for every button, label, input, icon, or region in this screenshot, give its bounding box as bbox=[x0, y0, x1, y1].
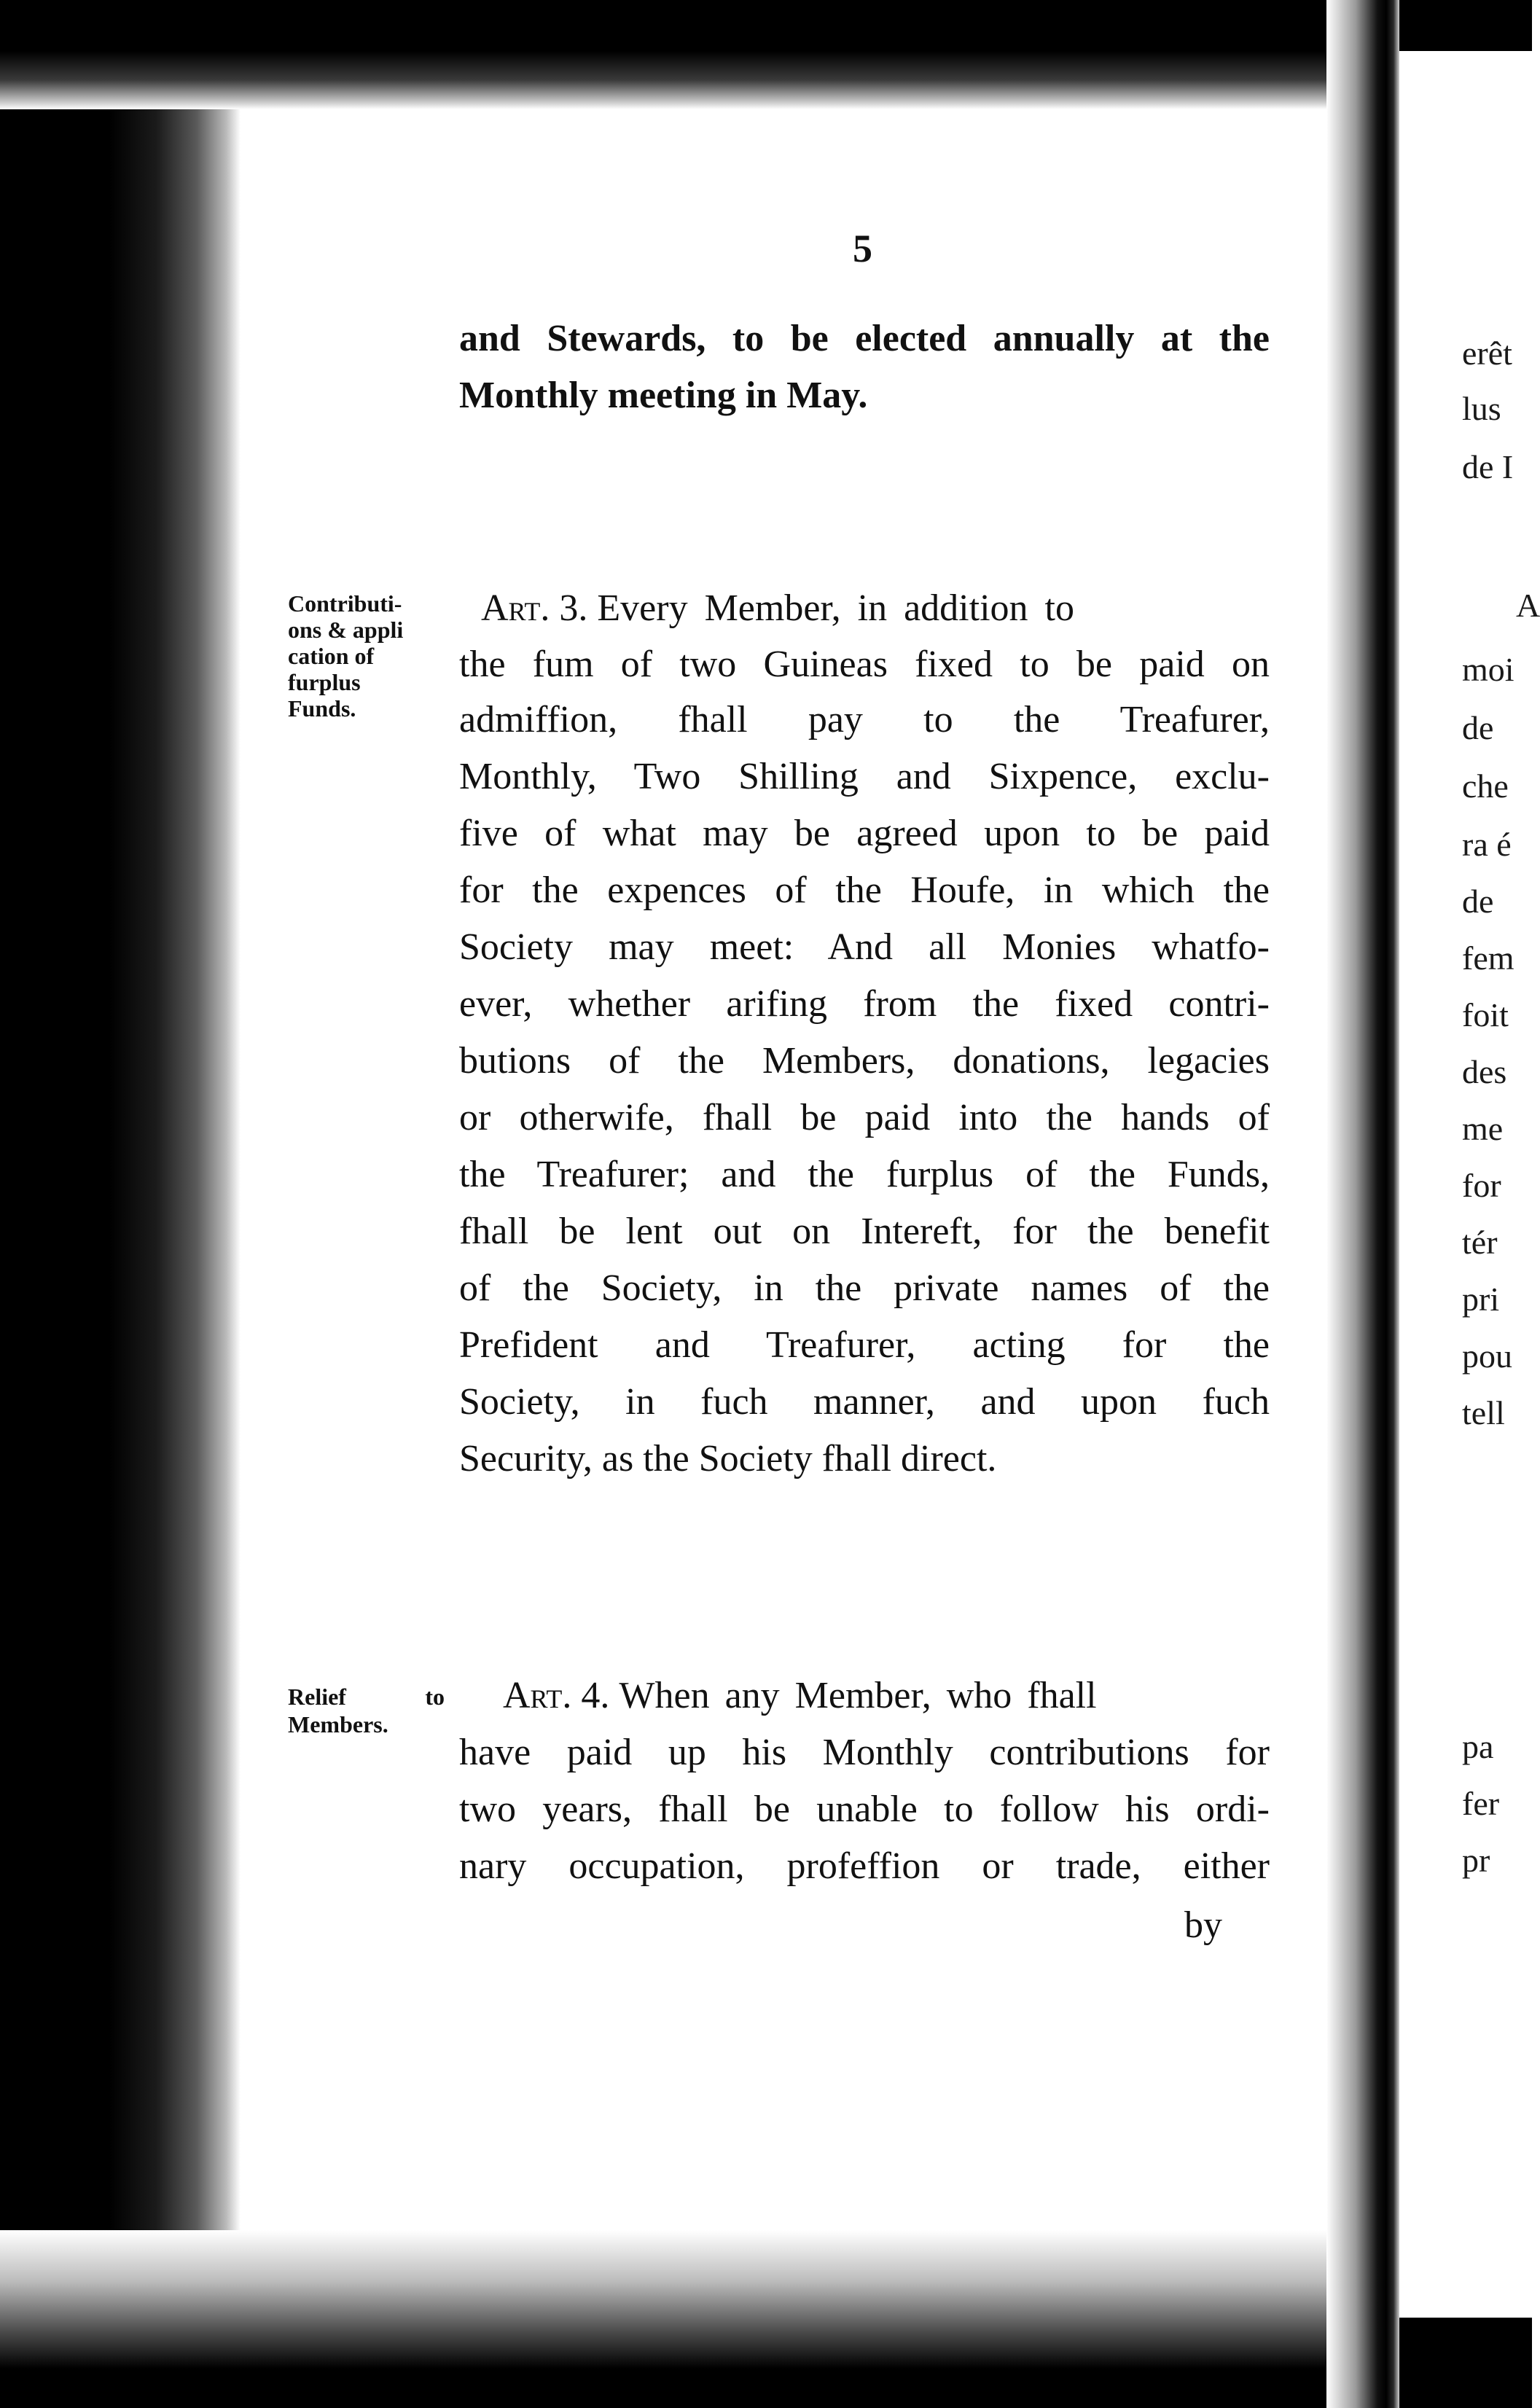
text-line: fhall be lent out on Intereft, for the benefit bbox=[459, 1211, 1270, 1252]
facing-page-fragment: pou bbox=[1462, 1337, 1512, 1375]
facing-page-fragment: tér bbox=[1462, 1224, 1498, 1261]
catchword: by bbox=[1184, 1904, 1222, 1946]
text-line: Monthly, Two Shilling and Sixpence, exclu- bbox=[459, 756, 1270, 797]
text-line: ever, whether arifing from the fixed contri- bbox=[459, 983, 1270, 1025]
facing-page-fragment: des bbox=[1462, 1053, 1507, 1090]
text-line: Prefident and Treafurer, acting for the bbox=[459, 1324, 1270, 1366]
margin-note-line: cation of bbox=[288, 643, 375, 669]
text-line: Society, in fuch manner, and upon fuch bbox=[459, 1381, 1270, 1423]
facing-page-fragment: me bbox=[1462, 1110, 1504, 1147]
text-line: Monthly meeting in May. bbox=[459, 375, 868, 416]
article-3-first-line-text: Every Member, in addition to bbox=[597, 587, 1074, 629]
facing-page-fragment: de I bbox=[1462, 448, 1514, 485]
article-3-first-line bbox=[481, 587, 1270, 630]
page-number: 5 bbox=[853, 227, 872, 270]
facing-page-fragment: pa bbox=[1462, 1728, 1494, 1765]
margin-note-line: Funds. bbox=[288, 695, 356, 722]
facing-page-fragment: fer bbox=[1462, 1785, 1500, 1822]
text-line: and Stewards, to be elected annually at the bbox=[459, 318, 1270, 359]
text-line: Security, as the Society fhall direct. bbox=[459, 1438, 997, 1479]
book-gutter bbox=[1326, 0, 1399, 2408]
margin-note-line: furplus bbox=[288, 669, 361, 695]
text-line: the fum of two Guineas fixed to be paid on bbox=[459, 644, 1270, 685]
facing-page-fragment: ra é bbox=[1462, 826, 1512, 863]
article-3-label: Art. 3. bbox=[481, 587, 588, 629]
text-line: butions of the Members, donations, legacies bbox=[459, 1040, 1270, 1082]
facing-page-fragment: fem bbox=[1462, 939, 1514, 977]
facing-page-border-top bbox=[1399, 0, 1532, 51]
facing-page-fragment: for bbox=[1462, 1167, 1501, 1204]
article-4-first-line bbox=[503, 1674, 1270, 1718]
text-line: the Treafurer; and the furplus of the Funds, bbox=[459, 1154, 1270, 1195]
facing-page bbox=[1399, 0, 1540, 2408]
facing-page-fragment: pri bbox=[1462, 1281, 1500, 1318]
facing-page-fragment: erêt bbox=[1462, 335, 1512, 372]
facing-page-fragment: lus bbox=[1462, 390, 1501, 427]
facing-page-fragment: de bbox=[1462, 709, 1494, 746]
facing-page-fragment: A bbox=[1516, 587, 1540, 624]
margin-note-line: ons & appli bbox=[288, 617, 404, 643]
text-line: nary occupation, profeffion or trade, either bbox=[459, 1845, 1270, 1887]
text-line: five of what may be agreed upon to be paid bbox=[459, 813, 1270, 854]
scan-border-bottom bbox=[0, 2230, 1385, 2408]
facing-page-fragment: tell bbox=[1462, 1394, 1505, 1431]
text-line: admiffion, fhall pay to the Treafurer, bbox=[459, 699, 1270, 740]
text-line: or otherwife, fhall be paid into the hands of bbox=[459, 1097, 1270, 1138]
text-line: of the Society, in the private names of the bbox=[459, 1267, 1270, 1309]
scan-border-top bbox=[0, 0, 1385, 109]
margin-note-line: Relief to bbox=[288, 1684, 445, 1710]
text-line: for the expences of the Houfe, in which the bbox=[459, 869, 1270, 911]
facing-page-fragment: pr bbox=[1462, 1842, 1490, 1879]
margin-note-line: Members. bbox=[288, 1711, 388, 1737]
facing-page-fragment: de bbox=[1462, 883, 1494, 920]
text-line: have paid up his Monthly contributions for bbox=[459, 1732, 1270, 1773]
facing-page-fragment: moi bbox=[1462, 651, 1514, 688]
facing-page-fragment: foit bbox=[1462, 996, 1509, 1033]
binding-shadow-left bbox=[0, 0, 241, 2408]
facing-page-border-bottom bbox=[1399, 2318, 1532, 2408]
article-4-first-line-text: When any Member, who fhall bbox=[619, 1675, 1097, 1716]
article-4-label: Art. 4. bbox=[503, 1675, 610, 1716]
facing-page-fragment: che bbox=[1462, 767, 1509, 805]
margin-note-line: Contributi- bbox=[288, 590, 402, 617]
text-line: Society may meet: And all Monies whatfo- bbox=[459, 926, 1270, 968]
text-line: two years, fhall be unable to follow his ordi- bbox=[459, 1789, 1270, 1830]
